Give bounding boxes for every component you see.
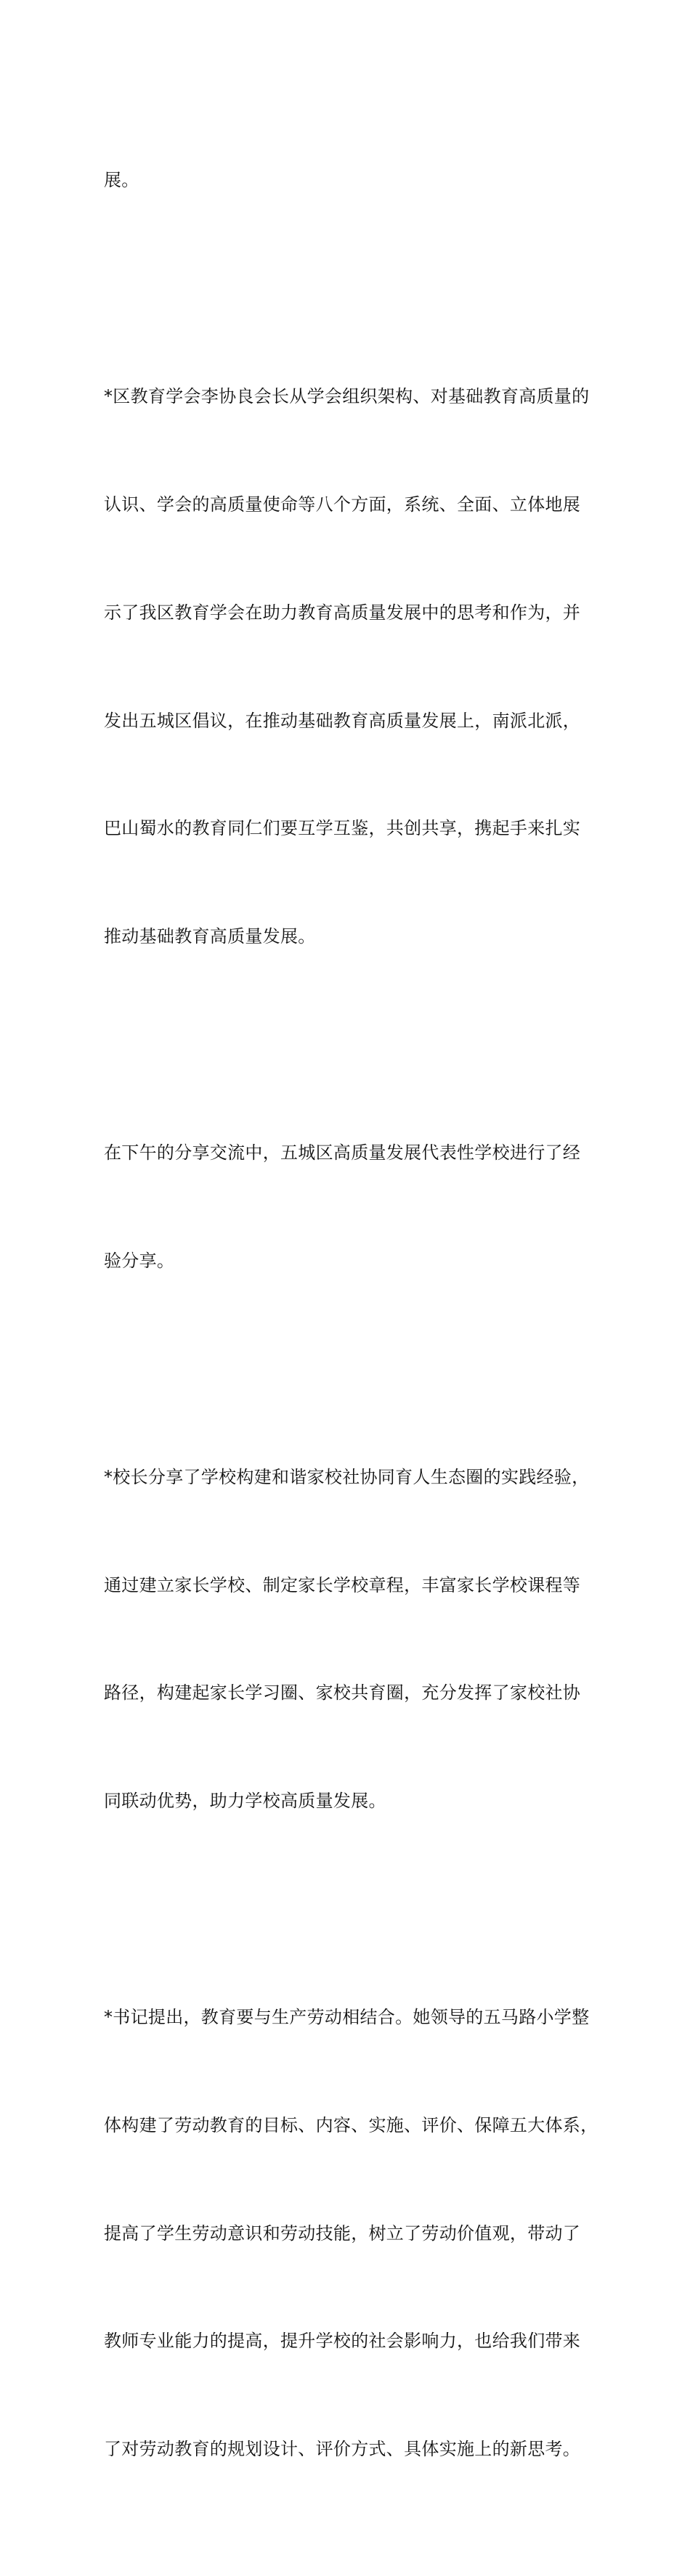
- text-line: 示了我区教育学会在助力教育高质量发展中的思考和作为，并: [104, 602, 581, 623]
- text-line: 路径，构建起家长学习圈、家校共育圈，充分发挥了家校社协: [104, 1682, 581, 1704]
- document-body: [104, 91, 598, 2576]
- paragraph-afternoon-sharing: [104, 1063, 598, 1352]
- paragraph-continuation: [104, 91, 598, 271]
- paragraph-principal-sharing: [104, 1388, 598, 1892]
- text-line: 认识、学会的高质量使命等八个方面，系统、全面、立体地展: [104, 494, 581, 515]
- text-line: 提高了学生劳动意识和劳动技能，树立了劳动价值观，带动了: [104, 2223, 581, 2244]
- text-line: 巴山蜀水的教育同仁们要互学互鉴，共创共享，携起手来扎实: [104, 818, 581, 839]
- text-line: 体构建了劳动教育的目标、内容、实施、评价、保障五大体系，: [104, 2114, 598, 2135]
- paragraph-secretary-labor-education: [104, 1928, 598, 2540]
- paragraph-education-society-president: [104, 307, 598, 1027]
- text-line: 通过建立家长学校、制定家长学校章程，丰富家长学校课程等: [104, 1574, 581, 1595]
- text-line: 验分享。: [104, 1250, 175, 1271]
- text-line: 教师专业能力的提高，提升学校的社会影响力，也给我们带来: [104, 2331, 581, 2352]
- text-line: *校长分享了学校构建和谐家校社协同育人生态圈的实践经验，: [104, 1466, 590, 1487]
- text-line: 推动基础教育高质量发展。: [104, 926, 316, 947]
- text-line: 同联动优势，助力学校高质量发展。: [104, 1791, 386, 1812]
- text-line: 了对劳动教育的规划设计、评价方式、具体实施上的新思考。: [104, 2439, 581, 2460]
- text-line: 发出五城区倡议，在推动基础教育高质量发展上，南派北派，: [104, 710, 581, 731]
- text-line: *区教育学会李协良会长从学会组织架构、对基础教育高质量的: [104, 386, 590, 407]
- text-line: 展。: [104, 170, 139, 191]
- text-line: *书记提出，教育要与生产劳动相结合。她领导的五马路小学整: [104, 2007, 590, 2028]
- text-line: 在下午的分享交流中，五城区高质量发展代表性学校进行了经: [104, 1142, 581, 1164]
